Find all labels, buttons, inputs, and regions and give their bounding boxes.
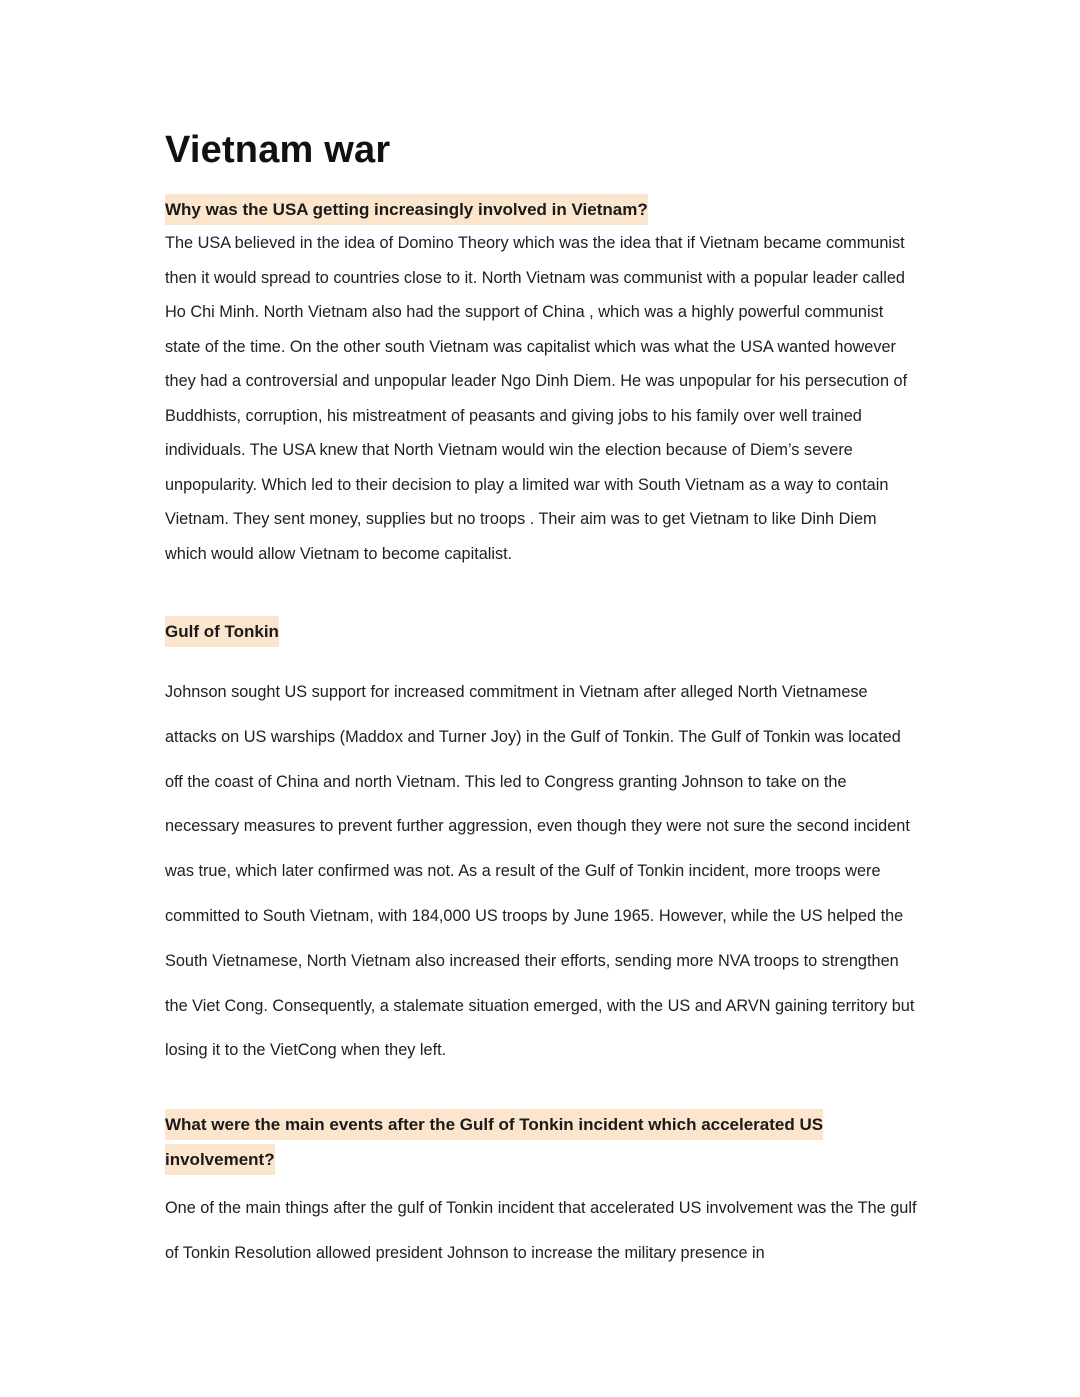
section-heading-highlight: Gulf of Tonkin <box>165 616 279 647</box>
section-paragraph: One of the main things after the gulf of Tonkin incident that accelerated US involvement was the The gulf of Tonkin Resolution allowed president Johnson to increase the military presence in <box>165 1199 917 1262</box>
section-heading <box>165 618 279 646</box>
section-paragraph: The USA believed in the idea of Domino Theory which was the idea that if Vietnam became communist then it would spread to countries close to it. North Vietnam was communist with a popular leader called Ho Chi Minh. North Vietnam also had the support of China , which was a highly powerful communist state of the time. On the other south Vietnam was capitalist which was what the USA wanted however they had a controversial and unpopular leader Ngo Dinh Diem. He was unpopular for his persecution of Buddhists, corruption, his mistreatment of peasants and giving jobs to his family over well trained individuals. The USA knew that North Vietnam would win the election because of Diem’s severe unpopularity. Which led to their decision to play a limited war with South Vietnam as a way to contain Vietnam. They sent money, supplies but no troops . Their aim was to get Vietnam to like Dinh Diem which would allow Vietnam to become capitalist. <box>165 234 908 563</box>
section-heading <box>165 196 648 224</box>
section-paragraph: Johnson sought US support for increased commitment in Vietnam after alleged North Vietnamese attacks on US warships (Maddox and Turner Joy) in the Gulf of Tonkin. The Gulf of Tonkin was located off the coast of China and north Vietnam. This led to Congress granting Johnson to take on the necessary measures to prevent further aggression, even though they were not sure the second incident was true, which later confirmed was not. As a result of the Gulf of Tonkin incident, more troops were committed to South Vietnam, with 184,000 US troops by June 1965. However, while the US helped the South Vietnamese, North Vietnam also increased their efforts, sending more NVA troops to strengthen the Viet Cong. Consequently, a stalemate situation emerged, with the US and ARVN gaining territory but losing it to the VietCong when they left. <box>165 683 915 1060</box>
document-title: Vietnam war <box>165 129 391 171</box>
section-heading-highlight: What were the main events after the Gulf of Tonkin incident which accelerated US involvement? <box>165 1109 823 1175</box>
section-heading-highlight: Why was the USA getting increasingly involved in Vietnam? <box>165 194 648 225</box>
section-heading <box>165 1108 865 1177</box>
